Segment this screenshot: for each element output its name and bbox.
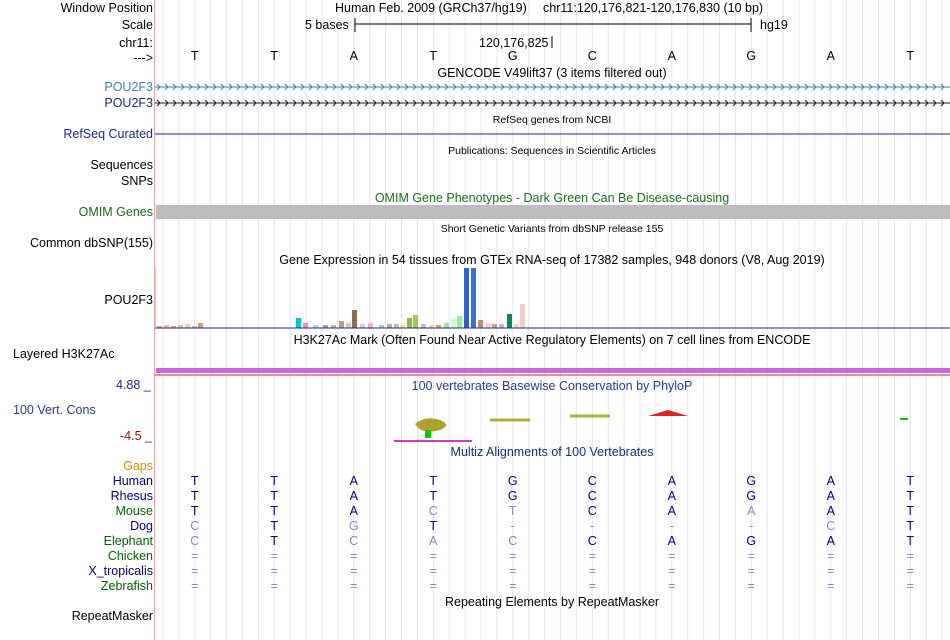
alignment-base: G <box>348 519 359 533</box>
alignment-base: A <box>826 474 835 488</box>
alignment-base: = <box>350 549 358 563</box>
alignment-base: = <box>827 564 835 578</box>
alignment-base: = <box>747 564 755 578</box>
omim-bar <box>156 205 950 219</box>
gtex-bar <box>407 318 412 328</box>
gtex-bar <box>421 324 426 328</box>
alignment-base: T <box>270 489 279 503</box>
coordinate-label: 120,176,825 <box>479 36 549 50</box>
gtex-bar <box>486 323 491 328</box>
alignment-base: = <box>906 579 914 593</box>
h3k27ac-title: H3K27Ac Mark (Often Found Near Active Regulatory Elements) on 7 cell lines from ENCODE <box>293 333 811 347</box>
alignment-base: T <box>270 519 279 533</box>
alignment-base: G <box>507 489 518 503</box>
sidebar-divider <box>154 0 155 640</box>
alignment-base: = <box>429 579 437 593</box>
gaps-label[interactable]: Gaps <box>123 459 153 473</box>
alignment-base: = <box>429 549 437 563</box>
alignment-base: A <box>667 534 676 548</box>
alignment-base: = <box>350 564 358 578</box>
alignment-base: = <box>509 564 517 578</box>
alignment-base: C <box>428 504 438 518</box>
window-position-label: Window Position <box>60 1 153 15</box>
conservation-logo-a <box>648 410 688 416</box>
base-letter: T <box>190 49 199 63</box>
alignment-base: T <box>429 489 438 503</box>
alignment-base: C <box>587 534 597 548</box>
base-letter: C <box>587 49 597 63</box>
conservation-logo-g <box>415 418 446 431</box>
conservation-logo-tiny <box>900 418 908 420</box>
alignment-base: C <box>349 534 359 548</box>
gtex-bar <box>520 304 525 328</box>
assembly-text: Human Feb. 2009 (GRCh37/hg19) <box>335 1 527 15</box>
scale-label: Scale <box>121 18 153 32</box>
alignment-base: T <box>906 504 915 518</box>
alignment-base: C <box>587 489 597 503</box>
omim-title: OMIM Gene Phenotypes - Dark Green Can Be Disease-causing <box>374 191 730 205</box>
conservation-label[interactable]: 100 Vert. Cons <box>13 403 96 417</box>
alignment-base: = <box>350 579 358 593</box>
base-letter: G <box>507 49 518 63</box>
alignment-base: - <box>669 519 674 533</box>
alignment-base: - <box>590 519 595 533</box>
alignment-base: G <box>746 489 757 503</box>
alignment-base: A <box>429 534 438 548</box>
base-letter: A <box>826 49 835 63</box>
alignment-base: T <box>270 474 279 488</box>
alignment-base: = <box>191 549 199 563</box>
alignment-base: T <box>190 474 199 488</box>
scale-text: 5 bases <box>305 18 349 32</box>
alignment-base: A <box>667 474 676 488</box>
alignment-base: T <box>429 519 438 533</box>
alignment-base: = <box>668 579 676 593</box>
h3k27ac-label[interactable]: Layered H3K27Ac <box>13 347 115 361</box>
alignment-base: T <box>190 489 199 503</box>
gtex-bar <box>413 315 418 328</box>
gtex-title: Gene Expression in 54 tissues from GTEx RNA-seq of 17382 samples, 948 donors (V8, Aug 2019) <box>279 253 825 267</box>
gtex-bar <box>387 324 392 328</box>
base-letter: G <box>746 49 757 63</box>
scale-db: hg19 <box>760 18 788 32</box>
alignment-base: G <box>746 534 757 548</box>
gtex-bar <box>464 268 469 328</box>
gtex-bar <box>499 324 504 328</box>
base-letter: T <box>270 49 279 63</box>
gtex-bar <box>368 323 373 328</box>
alignment-base: = <box>906 564 914 578</box>
repeatmasker-title: Repeating Elements by RepeatMasker <box>444 595 660 609</box>
species-label[interactable]: Mouse <box>115 504 153 518</box>
gtex-bar <box>352 310 357 328</box>
alignment-base: = <box>588 579 596 593</box>
gtex-bar <box>339 321 344 328</box>
conservation-logo-t <box>425 430 431 438</box>
base-letter: T <box>906 49 915 63</box>
dbsnp-label[interactable]: Common dbSNP(155) <box>30 236 153 250</box>
chrom-label: chr11: <box>119 36 153 50</box>
alignment-base: T <box>906 489 915 503</box>
gtex-bar <box>296 318 301 328</box>
alignment-base: C <box>508 534 518 548</box>
alignment-base: A <box>349 504 358 518</box>
alignment-base: A <box>667 504 676 518</box>
alignment-base: = <box>509 579 517 593</box>
alignment-base: = <box>270 579 278 593</box>
base-letter: A <box>349 49 358 63</box>
gtex-bar <box>478 320 483 328</box>
position-text: chr11:120,176,821-120,176,830 (10 bp) <box>543 1 764 15</box>
alignment-base: A <box>349 489 358 503</box>
alignment-base: T <box>508 504 517 518</box>
gtex-bar <box>360 324 365 328</box>
snps-label[interactable]: SNPs <box>121 174 153 188</box>
strand-label: ---> <box>133 51 153 65</box>
species-label[interactable]: Zebrafish <box>100 579 153 593</box>
gtex-bar <box>507 314 512 328</box>
alignment-base: C <box>587 474 597 488</box>
dbsnp-title: Short Genetic Variants from dbSNP release 155 <box>440 223 664 235</box>
alignment-base: A <box>349 474 358 488</box>
refseq-title: RefSeq genes from NCBI <box>492 114 612 126</box>
gtex-label[interactable]: POU2F3 <box>104 293 153 307</box>
alignment-base: - <box>510 519 515 533</box>
alignment-base: T <box>906 534 915 548</box>
alignment-base: = <box>827 549 835 563</box>
alignment-base: = <box>270 564 278 578</box>
gtex-bar <box>303 323 308 328</box>
gtex-bar <box>346 323 351 328</box>
alignment-base: = <box>827 579 835 593</box>
alignment-base: = <box>191 564 199 578</box>
alignment-base: A <box>667 489 676 503</box>
alignment-base: = <box>270 549 278 563</box>
species-label[interactable]: Human <box>112 474 153 488</box>
base-letter: T <box>429 49 438 63</box>
refseq-label[interactable]: RefSeq Curated <box>63 127 153 141</box>
alignment-base: = <box>429 564 437 578</box>
conservation-max: 4.88 _ <box>116 378 151 392</box>
gtex-bar <box>514 324 519 328</box>
alignment-base: G <box>746 474 757 488</box>
gencode-title: GENCODE V49lift37 (3 items filtered out) <box>437 66 667 80</box>
alignment-base: C <box>190 519 200 533</box>
alignment-base: = <box>588 564 596 578</box>
conservation-title: 100 vertebrates Basewise Conservation by PhyloP <box>411 379 693 393</box>
alignment-base: = <box>588 549 596 563</box>
base-letter: A <box>667 49 676 63</box>
gtex-bar <box>451 318 456 328</box>
alignment-base: = <box>906 549 914 563</box>
alignment-base: T <box>906 474 915 488</box>
repeatmasker-label[interactable]: RepeatMasker <box>71 609 153 623</box>
alignment-base: A <box>826 534 835 548</box>
gtex-bar <box>198 323 203 328</box>
gtex-bar <box>492 324 497 328</box>
alignment-base: G <box>507 474 518 488</box>
gtex-bar <box>444 323 449 328</box>
alignment-base: = <box>509 549 517 563</box>
alignment-base: T <box>190 504 199 518</box>
species-label[interactable]: X_tropicalis <box>88 564 153 578</box>
alignment-base: - <box>749 519 754 533</box>
gtex-bar <box>185 324 190 328</box>
alignment-base: A <box>747 504 756 518</box>
omim-label[interactable]: OMIM Genes <box>78 205 153 219</box>
species-label[interactable]: Chicken <box>107 549 153 563</box>
alignment-base: T <box>906 519 915 533</box>
alignment-base: A <box>826 489 835 503</box>
conservation-min: -4.5 _ <box>120 429 152 443</box>
alignment-base: = <box>191 579 199 593</box>
species-label[interactable]: Dog <box>130 519 153 533</box>
sequences-title: Publications: Sequences in Scientific Articles <box>448 145 656 157</box>
h3k27ac-band <box>156 368 950 373</box>
alignment-base: = <box>668 549 676 563</box>
gtex-bar <box>394 324 399 328</box>
gtex-bar <box>471 268 476 328</box>
alignment-base: C <box>190 534 200 548</box>
gencode-item-label-1[interactable]: POU2F3 <box>104 80 153 94</box>
alignment-base: A <box>826 504 835 518</box>
alignment-base: T <box>429 474 438 488</box>
alignment-base: = <box>668 564 676 578</box>
alignment-base: C <box>826 519 836 533</box>
alignment-base: C <box>587 504 597 518</box>
species-label[interactable]: Elephant <box>103 534 153 548</box>
gencode-item-label-2[interactable]: POU2F3 <box>104 96 153 110</box>
multiz-title: Multiz Alignments of 100 Vertebrates <box>450 445 654 459</box>
gtex-bar <box>457 316 462 328</box>
species-label[interactable]: Rhesus <box>110 489 153 503</box>
alignment-base: = <box>747 579 755 593</box>
sequences-label[interactable]: Sequences <box>90 158 153 172</box>
alignment-base: T <box>270 504 279 518</box>
alignment-base: T <box>270 534 279 548</box>
alignment-base: = <box>747 549 755 563</box>
